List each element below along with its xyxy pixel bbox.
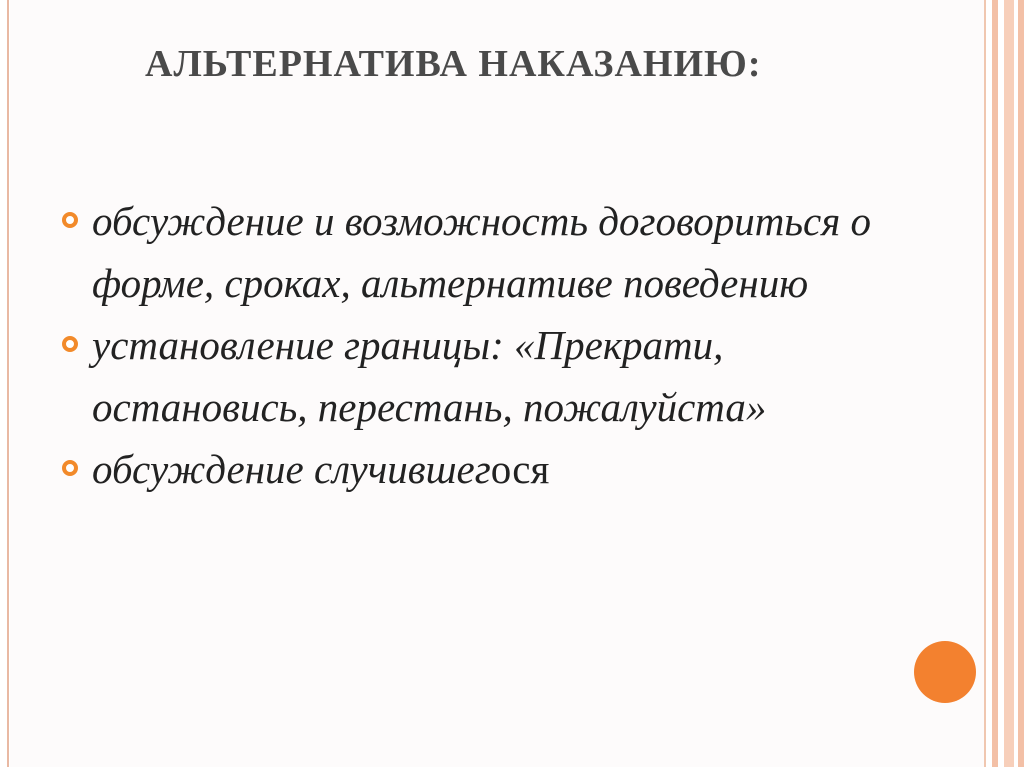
ring-bullet-icon [62, 460, 78, 476]
bullet-text: обсуждение случившег [92, 446, 491, 492]
bullet-text-tail: ося [490, 446, 550, 492]
bullet-text: установление границы: «Прекрати, остановись, перестань, пожалуйста» [92, 322, 767, 430]
decorative-orange-circle [914, 641, 976, 703]
bullet-list [60, 190, 900, 500]
list-item [60, 190, 900, 314]
frame-left-border [7, 0, 9, 767]
slide-title: АЛЬТЕРНАТИВА НАКАЗАНИЮ: [145, 43, 762, 85]
ring-bullet-icon [62, 212, 78, 228]
frame-right-stripes [984, 0, 1024, 767]
bullet-text: обсуждение и возможность договориться о форме, сроках, альтернативе поведению [92, 198, 872, 306]
list-item [60, 314, 900, 438]
list-item [60, 438, 900, 500]
ring-bullet-icon [62, 336, 78, 352]
